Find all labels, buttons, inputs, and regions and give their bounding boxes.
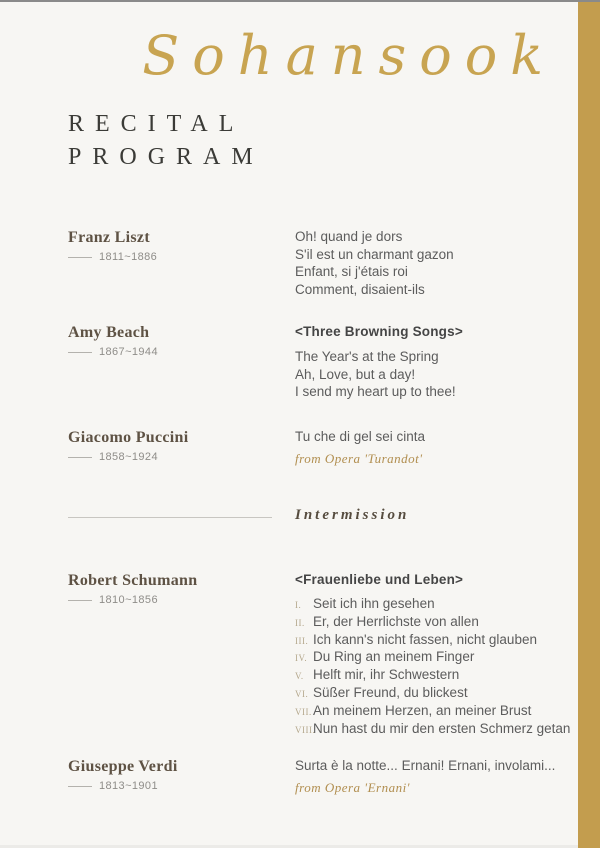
piece-title: The Year's at the Spring bbox=[295, 349, 439, 364]
piece-title: S'il est un charmant gazon bbox=[295, 246, 454, 262]
page-title-line1: RECITAL bbox=[68, 111, 245, 137]
composer-dates-text: 1811~1886 bbox=[99, 251, 158, 263]
movement-numeral: VII. bbox=[295, 706, 312, 717]
piece-title: I send my heart up to thee! bbox=[295, 384, 456, 399]
piece-title: Oh! quand je dors bbox=[295, 229, 403, 244]
date-rule bbox=[68, 457, 92, 458]
movement-numeral: VIII. bbox=[295, 724, 316, 735]
composer-name: Giuseppe Verdi bbox=[68, 758, 178, 775]
movement-title: Du Ring an meinem Finger bbox=[313, 649, 475, 665]
movement-title: Ich kann's nicht fassen, nicht glauben bbox=[313, 631, 537, 647]
composer-dates bbox=[68, 594, 283, 606]
composer-dates-text: 1813~1901 bbox=[99, 780, 158, 792]
opera-source-note: from Opera 'Turandot' bbox=[295, 450, 423, 466]
date-rule bbox=[68, 257, 92, 258]
movement-row bbox=[295, 596, 573, 614]
opera-source-note: from Opera 'Ernani' bbox=[295, 779, 410, 795]
movement-numeral: I. bbox=[295, 600, 302, 610]
movement-row bbox=[295, 667, 573, 685]
date-rule bbox=[68, 786, 92, 787]
composer-dates-text: 1810~1856 bbox=[99, 594, 158, 606]
date-rule bbox=[68, 600, 92, 601]
gold-side-bar bbox=[578, 2, 600, 848]
composer-name: Giacomo Puccini bbox=[68, 429, 189, 446]
composer-block bbox=[68, 428, 283, 463]
composer-dates bbox=[68, 780, 283, 792]
composer-dates bbox=[68, 251, 283, 263]
composer-block bbox=[68, 228, 283, 263]
piece-title: Tu che di gel sei cinta bbox=[295, 429, 426, 444]
movement-title: An meinem Herzen, an meiner Brust bbox=[313, 702, 532, 718]
piece-title: Comment, disaient-ils bbox=[295, 281, 425, 297]
movement-title: Seit ich ihn gesehen bbox=[313, 596, 435, 611]
pieces-block bbox=[295, 571, 573, 738]
movement-numeral: VI. bbox=[295, 688, 309, 699]
page-title bbox=[68, 108, 264, 174]
page-title-line2: PROGRAM bbox=[68, 144, 264, 170]
movement-numeral: II. bbox=[295, 617, 305, 628]
composer-name: Robert Schumann bbox=[68, 572, 198, 589]
movement-numeral: IV. bbox=[295, 653, 308, 664]
movement-numeral: III. bbox=[295, 635, 309, 646]
piece-title: Surta è la notte... Ernani! Ernani, involami... bbox=[295, 758, 556, 773]
movement-numeral: V. bbox=[295, 671, 304, 682]
movement-row bbox=[295, 614, 573, 632]
movement-title: Er, der Herrlichste von allen bbox=[313, 613, 479, 629]
composer-block bbox=[68, 571, 283, 606]
movement-title: Süßer Freund, du blickest bbox=[313, 684, 468, 700]
movement-row bbox=[295, 703, 573, 721]
composer-name: Franz Liszt bbox=[68, 229, 150, 246]
pieces-block bbox=[295, 323, 573, 401]
movement-row bbox=[295, 649, 573, 667]
piece-title: Ah, Love, but a day! bbox=[295, 366, 416, 382]
movement-row bbox=[295, 685, 573, 703]
pieces-block bbox=[295, 428, 573, 467]
composer-dates-text: 1867~1944 bbox=[99, 346, 158, 358]
intermission-divider bbox=[68, 517, 272, 518]
composer-block bbox=[68, 757, 283, 792]
intermission-label: Intermission bbox=[295, 507, 410, 523]
composer-dates-text: 1858~1924 bbox=[99, 451, 158, 463]
movement-title: Nun hast du mir den ersten Schmerz getan bbox=[313, 720, 571, 736]
song-cycle-title: <Frauenliebe und Leben> bbox=[295, 572, 464, 587]
composer-dates bbox=[68, 451, 283, 463]
movement-title: Helft mir, ihr Schwestern bbox=[313, 667, 460, 683]
movement-row bbox=[295, 632, 573, 650]
composer-block bbox=[68, 323, 283, 358]
composer-name: Amy Beach bbox=[68, 324, 150, 341]
movement-row bbox=[295, 721, 573, 739]
pieces-block bbox=[295, 757, 573, 796]
pieces-block bbox=[295, 228, 573, 298]
song-cycle-title: <Three Browning Songs> bbox=[295, 324, 463, 339]
composer-dates bbox=[68, 346, 283, 358]
signature-logo: Sohansook bbox=[142, 24, 556, 87]
piece-title: Enfant, si j'étais roi bbox=[295, 264, 408, 279]
date-rule bbox=[68, 352, 92, 353]
